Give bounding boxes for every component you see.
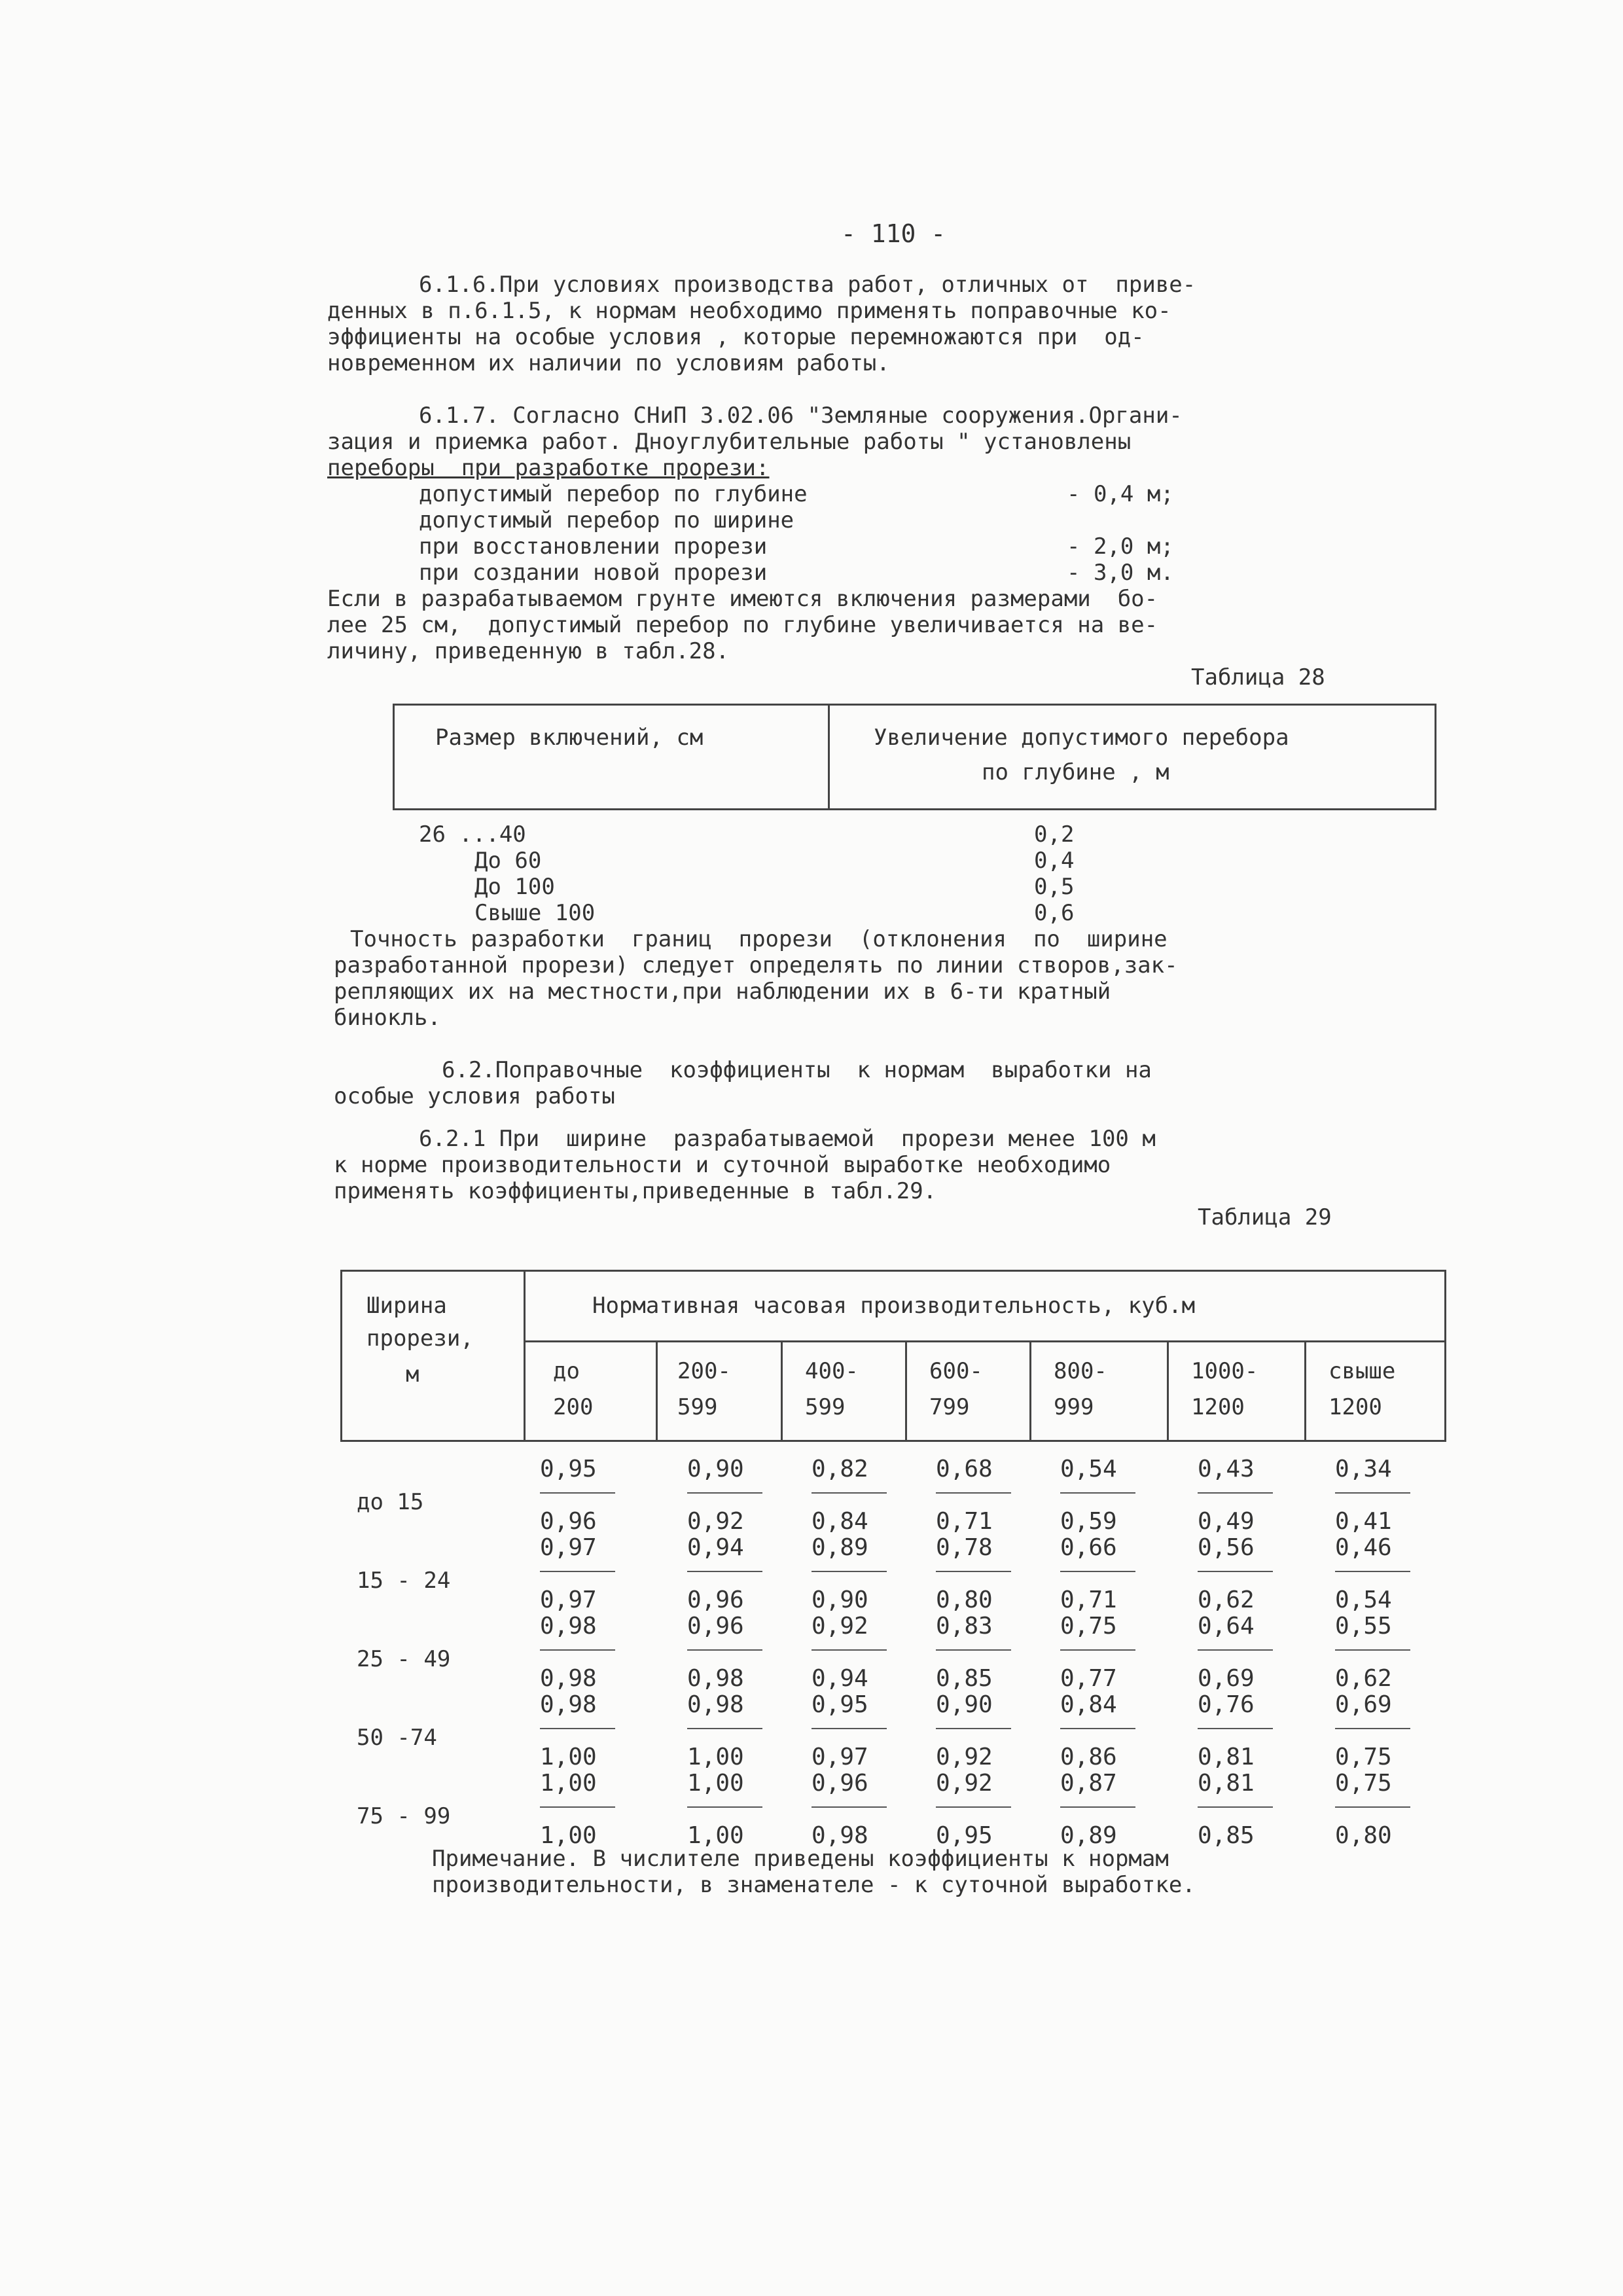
fraction-bar bbox=[936, 1649, 1011, 1651]
coefficient-denominator: 0,86 bbox=[1060, 1744, 1117, 1770]
coefficient-denominator: 0,81 bbox=[1198, 1744, 1255, 1770]
coefficient-denominator: 0,69 bbox=[1198, 1665, 1255, 1692]
coefficient-denominator: 0,92 bbox=[936, 1744, 993, 1770]
coefficient-numerator: 0,75 bbox=[1060, 1613, 1117, 1640]
coefficient-numerator: 0,66 bbox=[1060, 1534, 1117, 1561]
fraction-bar bbox=[540, 1806, 615, 1808]
coefficient-numerator: 0,98 bbox=[540, 1613, 597, 1640]
fraction-bar bbox=[1335, 1806, 1410, 1808]
coefficient-denominator: 0,71 bbox=[1060, 1587, 1117, 1613]
coefficient-numerator: 0,34 bbox=[1335, 1456, 1392, 1482]
coefficient-numerator: 0,69 bbox=[1335, 1691, 1392, 1718]
paragraph-line: лее 25 см, допустимый перебор по глубине увеличивается на ве- bbox=[327, 612, 1158, 638]
column-header: 200- bbox=[677, 1358, 731, 1384]
table-header: прорези, bbox=[366, 1325, 474, 1352]
column-header: 1200 bbox=[1329, 1394, 1382, 1420]
fraction-bar bbox=[936, 1571, 1011, 1572]
paragraph-line: применять коэффициенты,приведенные в табл.29. bbox=[334, 1178, 937, 1204]
fraction-bar bbox=[812, 1492, 887, 1494]
fraction-bar bbox=[1198, 1571, 1273, 1572]
fraction-bar bbox=[1198, 1806, 1273, 1808]
coefficient-denominator: 0,77 bbox=[1060, 1665, 1117, 1692]
coefficient-numerator: 0,55 bbox=[1335, 1613, 1392, 1640]
paragraph-line: Если в разрабатываемом грунте имеются включения размерами бо- bbox=[327, 586, 1158, 612]
coefficient-denominator: 0,80 bbox=[1335, 1822, 1392, 1849]
coefficient-denominator: 0,85 bbox=[1198, 1822, 1255, 1849]
fraction-bar bbox=[540, 1728, 615, 1729]
column-header: 599 bbox=[805, 1394, 846, 1420]
fraction-bar bbox=[687, 1571, 762, 1572]
coefficient-denominator: 0,98 bbox=[540, 1665, 597, 1692]
paragraph-line: 6.1.6.При условиях производства работ, отличных от приве- bbox=[419, 272, 1196, 298]
coefficient-numerator: 1,00 bbox=[540, 1770, 597, 1797]
table-header: Ширина bbox=[366, 1293, 447, 1319]
overdig-label: допустимый перебор по ширине bbox=[419, 507, 794, 533]
fraction-bar bbox=[1060, 1649, 1135, 1651]
coefficient-denominator: 0,92 bbox=[687, 1508, 744, 1535]
section-heading: особые условия работы bbox=[334, 1083, 615, 1109]
coefficient-numerator: 0,89 bbox=[812, 1534, 868, 1561]
coefficient-numerator: 0,84 bbox=[1060, 1691, 1117, 1718]
table-header: Размер включений, см bbox=[435, 725, 704, 751]
coefficient-denominator: 0,98 bbox=[687, 1665, 744, 1692]
coefficient-numerator: 0,96 bbox=[812, 1770, 868, 1797]
coefficient-denominator: 0,62 bbox=[1198, 1587, 1255, 1613]
column-header: 200 bbox=[553, 1394, 594, 1420]
table-cell: До 60 bbox=[474, 848, 542, 874]
column-header: 799 bbox=[929, 1394, 970, 1420]
fraction-bar bbox=[687, 1649, 762, 1651]
coefficient-denominator: 0,95 bbox=[936, 1822, 993, 1849]
coefficient-numerator: 0,68 bbox=[936, 1456, 993, 1482]
coefficient-denominator: 0,96 bbox=[540, 1508, 597, 1535]
coefficient-numerator: 0,96 bbox=[687, 1613, 744, 1640]
row-width-label: 15 - 24 bbox=[357, 1568, 451, 1594]
coefficient-numerator: 0,95 bbox=[812, 1691, 868, 1718]
paragraph-line: денных в п.6.1.5, к нормам необходимо применять поправочные ко- bbox=[327, 298, 1171, 324]
table-cell: До 100 bbox=[474, 874, 555, 900]
column-header: 999 bbox=[1054, 1394, 1094, 1420]
coefficient-denominator: 0,71 bbox=[936, 1508, 993, 1535]
fraction-bar bbox=[1198, 1492, 1273, 1494]
overdig-value: - 3,0 м. bbox=[1067, 560, 1174, 586]
fraction-bar bbox=[812, 1728, 887, 1729]
row-width-label: 75 - 99 bbox=[357, 1803, 451, 1829]
coefficient-denominator: 0,97 bbox=[812, 1744, 868, 1770]
paragraph-line: новременном их наличии по условиям работы. bbox=[327, 350, 890, 376]
fraction-bar bbox=[540, 1492, 615, 1494]
coefficient-denominator: 1,00 bbox=[687, 1822, 744, 1849]
table-cell: Свыше 100 bbox=[474, 900, 596, 926]
table-cell: 0,2 bbox=[1034, 821, 1075, 848]
fraction-bar bbox=[812, 1806, 887, 1808]
row-width-label: 50 -74 bbox=[357, 1725, 437, 1751]
fraction-bar bbox=[1060, 1806, 1135, 1808]
fraction-bar bbox=[1198, 1649, 1273, 1651]
fraction-bar bbox=[1198, 1728, 1273, 1729]
fraction-bar bbox=[812, 1649, 887, 1651]
coefficient-numerator: 0,90 bbox=[687, 1456, 744, 1482]
coefficient-numerator: 0,56 bbox=[1198, 1534, 1255, 1561]
fraction-bar bbox=[1335, 1728, 1410, 1729]
coefficient-denominator: 0,85 bbox=[936, 1665, 993, 1692]
fraction-bar bbox=[540, 1649, 615, 1651]
coefficient-numerator: 0,87 bbox=[1060, 1770, 1117, 1797]
coefficient-denominator: 0,94 bbox=[812, 1665, 868, 1692]
table-note: производительности, в знаменателе - к суточной выработке. bbox=[432, 1872, 1196, 1898]
coefficient-numerator: 0,90 bbox=[936, 1691, 993, 1718]
coefficient-numerator: 0,92 bbox=[936, 1770, 993, 1797]
coefficient-numerator: 0,75 bbox=[1335, 1770, 1392, 1797]
table-header: по глубине , м bbox=[982, 759, 1169, 785]
fraction-bar bbox=[812, 1571, 887, 1572]
table-header: м bbox=[406, 1361, 419, 1388]
fraction-bar bbox=[1060, 1728, 1135, 1729]
coefficient-denominator: 0,98 bbox=[812, 1822, 868, 1849]
table-note: Примечание. В числителе приведены коэффициенты к нормам bbox=[432, 1846, 1169, 1872]
paragraph-line: эффициенты на особые условия , которые перемножаются при од- bbox=[327, 324, 1145, 350]
coefficient-denominator: 0,62 bbox=[1335, 1665, 1392, 1692]
column-header: до bbox=[553, 1358, 580, 1384]
fraction-bar bbox=[1335, 1649, 1410, 1651]
coefficient-denominator: 0,89 bbox=[1060, 1822, 1117, 1849]
coefficient-numerator: 0,64 bbox=[1198, 1613, 1255, 1640]
fraction-bar bbox=[936, 1492, 1011, 1494]
fraction-bar bbox=[1335, 1492, 1410, 1494]
column-header: 800- bbox=[1054, 1358, 1107, 1384]
fraction-bar bbox=[936, 1728, 1011, 1729]
coefficient-denominator: 1,00 bbox=[540, 1744, 597, 1770]
paragraph-line: к норме производительности и суточной выработке необходимо bbox=[334, 1152, 1111, 1178]
coefficient-denominator: 0,80 bbox=[936, 1587, 993, 1613]
fraction-bar bbox=[1060, 1492, 1135, 1494]
coefficient-denominator: 0,75 bbox=[1335, 1744, 1392, 1770]
table-caption: Таблица 29 bbox=[1198, 1204, 1332, 1230]
coefficient-numerator: 1,00 bbox=[687, 1770, 744, 1797]
column-header: 1200 bbox=[1191, 1394, 1245, 1420]
paragraph-line: репляющих их на местности,при наблюдении их в 6-ти кратный bbox=[334, 978, 1111, 1005]
coefficient-denominator: 1,00 bbox=[540, 1822, 597, 1849]
coefficient-numerator: 0,98 bbox=[687, 1691, 744, 1718]
page-number: - 110 - bbox=[841, 219, 946, 248]
coefficient-denominator: 0,49 bbox=[1198, 1508, 1255, 1535]
coefficient-denominator: 0,54 bbox=[1335, 1587, 1392, 1613]
fraction-bar bbox=[540, 1571, 615, 1572]
paragraph-line: Точность разработки границ прорези (отклонения по ширине bbox=[350, 926, 1168, 952]
column-header: 600- bbox=[929, 1358, 983, 1384]
coefficient-denominator: 0,97 bbox=[540, 1587, 597, 1613]
coefficient-numerator: 0,98 bbox=[540, 1691, 597, 1718]
coefficient-numerator: 0,92 bbox=[812, 1613, 868, 1640]
coefficient-numerator: 0,97 bbox=[540, 1534, 597, 1561]
table-caption: Таблица 28 bbox=[1191, 664, 1325, 691]
table-cell: 0,5 bbox=[1034, 874, 1075, 900]
coefficient-numerator: 0,76 bbox=[1198, 1691, 1255, 1718]
overdig-label: допустимый перебор по глубине bbox=[419, 481, 808, 507]
paragraph-line: 6.1.7. Согласно СНиП 3.02.06 "Земляные сооружения.Органи- bbox=[419, 403, 1183, 429]
table-cell: 0,4 bbox=[1034, 848, 1075, 874]
fraction-bar bbox=[1060, 1571, 1135, 1572]
paragraph-line: 6.2.1 При ширине разрабатываемой прорези менее 100 м bbox=[419, 1126, 1156, 1152]
coefficient-denominator: 0,84 bbox=[812, 1508, 868, 1535]
section-heading: 6.2.Поправочные коэффициенты к нормам выработки на bbox=[442, 1057, 1152, 1083]
coefficient-numerator: 0,81 bbox=[1198, 1770, 1255, 1797]
coefficient-denominator: 0,90 bbox=[812, 1587, 868, 1613]
coefficient-numerator: 0,83 bbox=[936, 1613, 993, 1640]
table-header: Увеличение допустимого перебора bbox=[874, 725, 1289, 751]
fraction-bar bbox=[936, 1806, 1011, 1808]
table-cell: 26 ...40 bbox=[419, 821, 526, 848]
coefficient-numerator: 0,94 bbox=[687, 1534, 744, 1561]
column-header: 400- bbox=[805, 1358, 859, 1384]
overdig-label: при создании новой прорези bbox=[419, 560, 768, 586]
coefficient-denominator: 0,96 bbox=[687, 1587, 744, 1613]
coefficient-denominator: 0,41 bbox=[1335, 1508, 1392, 1535]
table-header: Нормативная часовая производительность, куб.м bbox=[592, 1293, 1196, 1319]
table-cell: 0,6 bbox=[1034, 900, 1075, 926]
coefficient-denominator: 1,00 bbox=[687, 1744, 744, 1770]
coefficient-denominator: 0,59 bbox=[1060, 1508, 1117, 1535]
column-header: свыше bbox=[1329, 1358, 1396, 1384]
coefficient-numerator: 0,78 bbox=[936, 1534, 993, 1561]
coefficient-numerator: 0,95 bbox=[540, 1456, 597, 1482]
column-header: 599 bbox=[677, 1394, 718, 1420]
paragraph-line: разработанной прорези) следует определять по линии створов,зак- bbox=[334, 952, 1178, 978]
paragraph-line: бинокль. bbox=[334, 1005, 441, 1031]
coefficient-numerator: 0,82 bbox=[812, 1456, 868, 1482]
coefficient-numerator: 0,54 bbox=[1060, 1456, 1117, 1482]
paragraph-line: личину, приведенную в табл.28. bbox=[327, 638, 730, 664]
overdig-value: - 0,4 м; bbox=[1067, 481, 1174, 507]
overdig-label: при восстановлении прорези bbox=[419, 533, 768, 560]
underlined-heading: переборы при разработке прорези: bbox=[327, 455, 770, 481]
fraction-bar bbox=[687, 1728, 762, 1729]
column-header: 1000- bbox=[1191, 1358, 1258, 1384]
coefficient-numerator: 0,43 bbox=[1198, 1456, 1255, 1482]
fraction-bar bbox=[1335, 1571, 1410, 1572]
row-width-label: 25 - 49 bbox=[357, 1646, 451, 1672]
paragraph-line: зация и приемка работ. Дноуглубительные работы " установлены bbox=[327, 429, 1132, 455]
overdig-value: - 2,0 м; bbox=[1067, 533, 1174, 560]
coefficient-numerator: 0,46 bbox=[1335, 1534, 1392, 1561]
row-width-label: до 15 bbox=[357, 1489, 424, 1515]
fraction-bar bbox=[687, 1806, 762, 1808]
fraction-bar bbox=[687, 1492, 762, 1494]
